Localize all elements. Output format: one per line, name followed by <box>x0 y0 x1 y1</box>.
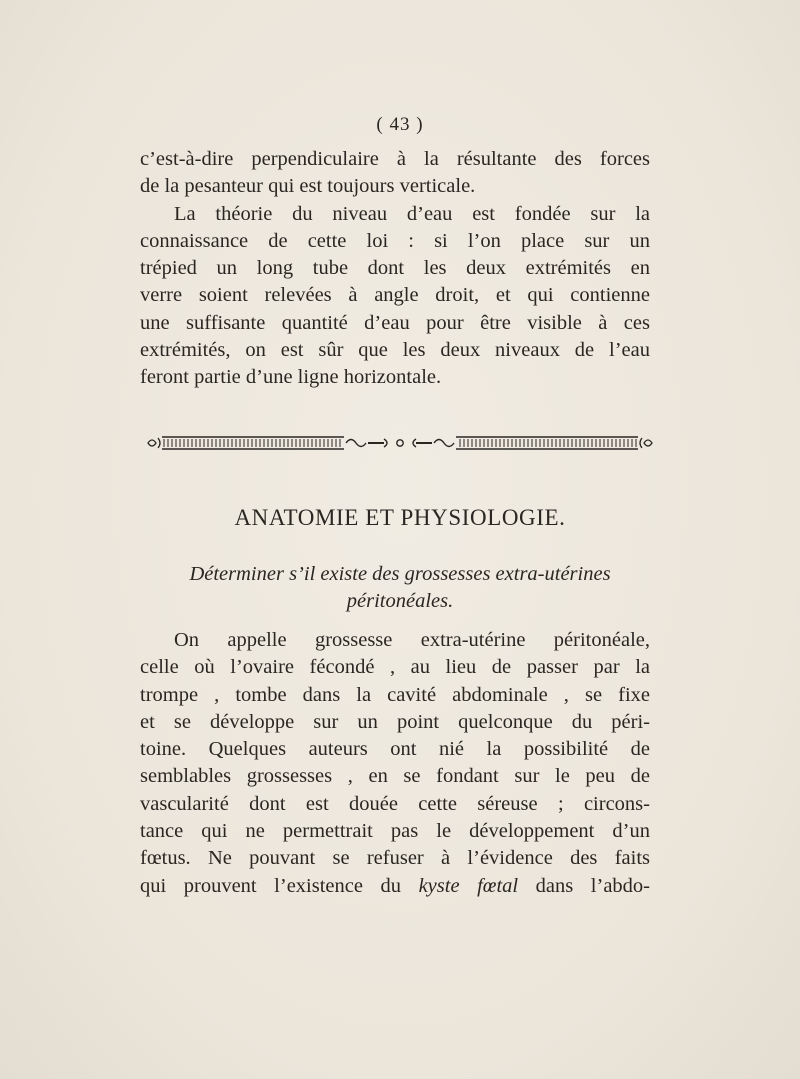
text-line: feront partie d’une ligne horizontale. <box>140 366 442 389</box>
italic-term: kyste fœtal <box>418 874 519 897</box>
text-line-last <box>140 873 650 900</box>
text-line: celle où l’ovaire fécondé , au lieu de passer par la <box>140 656 650 679</box>
text-line: une suffisante quantité d’eau pour être visible à ces <box>140 311 650 334</box>
section-subtitle-line-2: péritonéales. <box>346 590 454 612</box>
text-line: On appelle grossesse extra-utérine péritonéale, <box>174 629 650 651</box>
text-line: vascularité dont est douée cette séreuse ; circons- <box>140 792 650 815</box>
text-line: toine. Quelques auteurs ont nié la possibilité de <box>140 738 650 761</box>
text-block-bottom <box>140 627 650 900</box>
page-number: ( 43 ) <box>376 114 424 135</box>
text-line: semblables grossesses , en se fondant sur le peu de <box>140 765 650 788</box>
text-line: connaissance de cette loi : si l’on place sur un <box>140 229 650 252</box>
text-segment: qui prouvent l’existence du <box>140 874 419 897</box>
text-line: verre soient relevées à angle droit, et qui contienne <box>140 284 650 307</box>
text-block-top <box>140 146 650 392</box>
decorative-ornament-divider <box>146 432 654 454</box>
section-subtitle-line-1: Déterminer s’il existe des grossesses extra-utérines <box>189 563 611 585</box>
text-segment: dans l’abdo- <box>518 874 651 897</box>
text-line: extrémités, on est sûr que les deux niveaux de l’eau <box>140 339 650 362</box>
text-line: et se développe sur un point quelconque du péri- <box>140 710 650 733</box>
text-line: fœtus. Ne pouvant se refuser à l’évidence des faits <box>140 847 650 870</box>
text-line: de la pesanteur qui est toujours verticale. <box>140 175 476 198</box>
text-line: c’est-à-dire perpendiculaire à la résultante des forces <box>140 148 650 170</box>
text-line: trépied un long tube dont les deux extrémités en <box>140 257 650 280</box>
section-title: ANATOMIE ET PHYSIOLOGIE. <box>234 505 566 530</box>
text-line: La théorie du niveau d’eau est fondée sur la <box>174 202 650 225</box>
text-line: tance qui ne permettrait pas le développement d’un <box>140 820 650 843</box>
text-line: trompe , tombe dans la cavité abdominale , se fixe <box>140 683 650 706</box>
